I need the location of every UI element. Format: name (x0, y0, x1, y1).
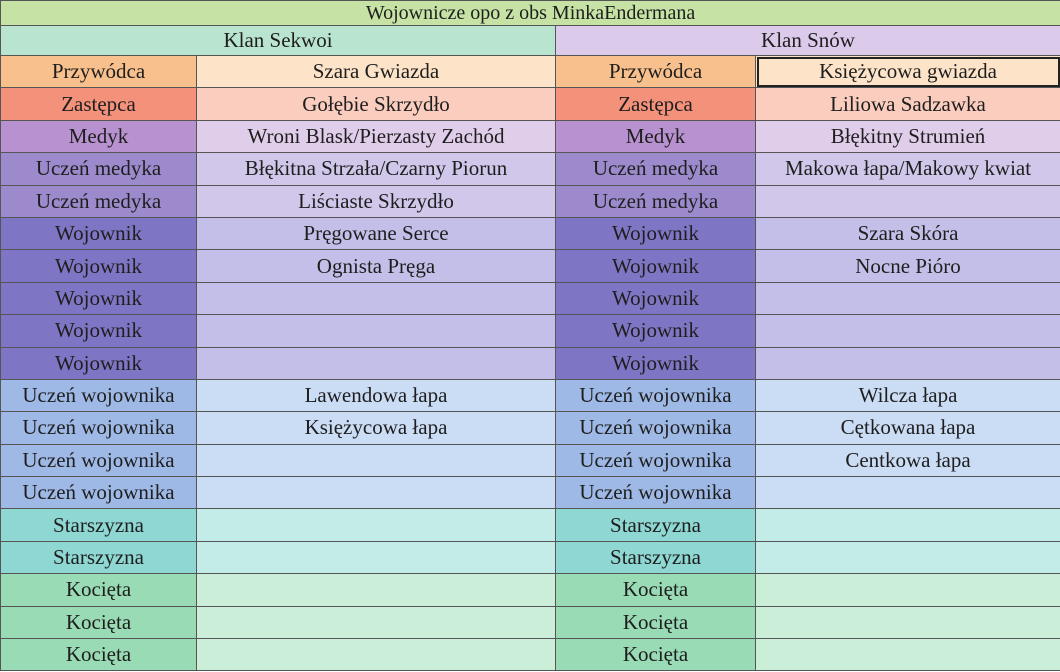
rank-role-cell[interactable]: Uczeń medyka (1, 153, 197, 185)
cat-name-cell[interactable]: Błękitna Strzała/Czarny Piorun (197, 153, 556, 185)
cat-name-cell[interactable] (197, 444, 556, 476)
rank-role-cell[interactable]: Uczeń wojownika (556, 379, 756, 411)
rank-role-cell[interactable]: Kocięta (556, 574, 756, 606)
rank-role-cell[interactable]: Przywódca (1, 56, 197, 88)
table-row (1, 185, 1060, 217)
rank-role-cell[interactable]: Kocięta (1, 639, 197, 671)
cat-name-cell[interactable] (197, 639, 556, 671)
rank-role-cell[interactable]: Wojownik (1, 315, 197, 347)
table-row (1, 217, 1060, 249)
cat-name-cell[interactable] (756, 315, 1060, 347)
rank-role-cell[interactable]: Uczeń medyka (556, 153, 756, 185)
cat-name-cell[interactable]: Wilcza łapa (756, 379, 1060, 411)
rank-role-cell[interactable]: Uczeń wojownika (556, 412, 756, 444)
rank-role-cell[interactable]: Kocięta (1, 574, 197, 606)
cat-name-cell[interactable]: Nocne Pióro (756, 250, 1060, 282)
sheet-title: Wojownicze opo z obs MinkaEndermana (1, 1, 1060, 26)
rank-role-cell[interactable]: Starszyzna (556, 541, 756, 573)
cat-name-cell[interactable] (756, 606, 1060, 638)
cat-name-cell[interactable] (756, 185, 1060, 217)
clan-header-sekwoi: Klan Sekwoi (1, 26, 556, 56)
table-row (1, 606, 1060, 638)
table-row (1, 120, 1060, 152)
rank-role-cell[interactable]: Wojownik (556, 315, 756, 347)
table-row (1, 541, 1060, 573)
rank-role-cell[interactable]: Kocięta (556, 606, 756, 638)
rank-role-cell[interactable]: Przywódca (556, 56, 756, 88)
cat-name-cell[interactable] (756, 574, 1060, 606)
table-row (1, 153, 1060, 185)
rank-role-cell[interactable]: Wojownik (556, 347, 756, 379)
rank-role-cell[interactable]: Wojownik (1, 217, 197, 249)
cat-name-cell[interactable]: Ognista Pręga (197, 250, 556, 282)
rank-role-cell[interactable]: Uczeń wojownika (1, 412, 197, 444)
table-row (1, 574, 1060, 606)
rank-role-cell[interactable]: Starszyzna (556, 509, 756, 541)
cat-name-cell[interactable] (197, 282, 556, 314)
cat-name-cell[interactable] (756, 477, 1060, 509)
cat-name-cell[interactable]: Cętkowana łapa (756, 412, 1060, 444)
rank-role-cell[interactable]: Wojownik (1, 347, 197, 379)
cat-name-cell[interactable]: Centkowa łapa (756, 444, 1060, 476)
rank-role-cell[interactable]: Uczeń medyka (556, 185, 756, 217)
cat-name-cell[interactable]: Błękitny Strumień (756, 120, 1060, 152)
table-row (1, 56, 1060, 88)
rank-role-cell[interactable]: Kocięta (556, 639, 756, 671)
table-row (1, 477, 1060, 509)
cat-name-cell[interactable]: Szara Skóra (756, 217, 1060, 249)
cat-name-cell[interactable] (756, 639, 1060, 671)
table-row (1, 412, 1060, 444)
rank-role-cell[interactable]: Kocięta (1, 606, 197, 638)
rank-role-cell[interactable]: Wojownik (556, 250, 756, 282)
cat-name-cell[interactable] (197, 477, 556, 509)
rank-role-cell[interactable]: Wojownik (1, 282, 197, 314)
cat-name-cell[interactable] (756, 509, 1060, 541)
cat-name-cell[interactable]: Wroni Blask/Pierzasty Zachód (197, 120, 556, 152)
cat-name-cell[interactable]: Liściaste Skrzydło (197, 185, 556, 217)
cat-name-cell[interactable]: Gołębie Skrzydło (197, 88, 556, 120)
cat-name-cell[interactable] (197, 315, 556, 347)
table-row (1, 639, 1060, 671)
table-row (1, 509, 1060, 541)
rank-role-cell[interactable]: Uczeń wojownika (1, 477, 197, 509)
cat-name-cell[interactable]: Księżycowa łapa (197, 412, 556, 444)
cat-name-cell[interactable]: Szara Gwiazda (197, 56, 556, 88)
rank-role-cell[interactable]: Uczeń wojownika (556, 444, 756, 476)
clan-header-snow: Klan Snów (556, 26, 1060, 56)
table-row (1, 347, 1060, 379)
rank-role-cell[interactable]: Wojownik (556, 217, 756, 249)
cat-name-cell[interactable] (197, 606, 556, 638)
table-row (1, 282, 1060, 314)
rank-role-cell[interactable]: Zastępca (556, 88, 756, 120)
cat-name-cell[interactable]: Liliowa Sadzawka (756, 88, 1060, 120)
rank-role-cell[interactable]: Medyk (556, 120, 756, 152)
cat-name-cell[interactable] (756, 541, 1060, 573)
rank-role-cell[interactable]: Wojownik (1, 250, 197, 282)
rank-role-cell[interactable]: Zastępca (1, 88, 197, 120)
cat-name-cell[interactable] (197, 574, 556, 606)
rank-role-cell[interactable]: Uczeń wojownika (1, 379, 197, 411)
cat-name-cell[interactable] (756, 282, 1060, 314)
table-row (1, 444, 1060, 476)
cat-name-cell[interactable]: Pręgowane Serce (197, 217, 556, 249)
table-row (1, 379, 1060, 411)
rank-role-cell[interactable]: Uczeń wojownika (556, 477, 756, 509)
cat-name-cell[interactable] (197, 509, 556, 541)
rank-role-cell[interactable]: Uczeń medyka (1, 185, 197, 217)
table-row (1, 315, 1060, 347)
rank-role-cell[interactable]: Starszyzna (1, 509, 197, 541)
table-row (1, 250, 1060, 282)
rank-role-cell[interactable]: Uczeń wojownika (1, 444, 197, 476)
cat-name-cell[interactable]: Makowa łapa/Makowy kwiat (756, 153, 1060, 185)
rank-role-cell[interactable]: Medyk (1, 120, 197, 152)
rank-role-cell[interactable]: Wojownik (556, 282, 756, 314)
table-row (1, 88, 1060, 120)
rank-role-cell[interactable]: Starszyzna (1, 541, 197, 573)
cat-name-cell[interactable]: Lawendowa łapa (197, 379, 556, 411)
cat-name-cell[interactable] (197, 347, 556, 379)
cat-name-cell[interactable]: Księżycowa gwiazda (756, 56, 1060, 88)
cat-name-cell[interactable] (197, 541, 556, 573)
cat-name-cell[interactable] (756, 347, 1060, 379)
